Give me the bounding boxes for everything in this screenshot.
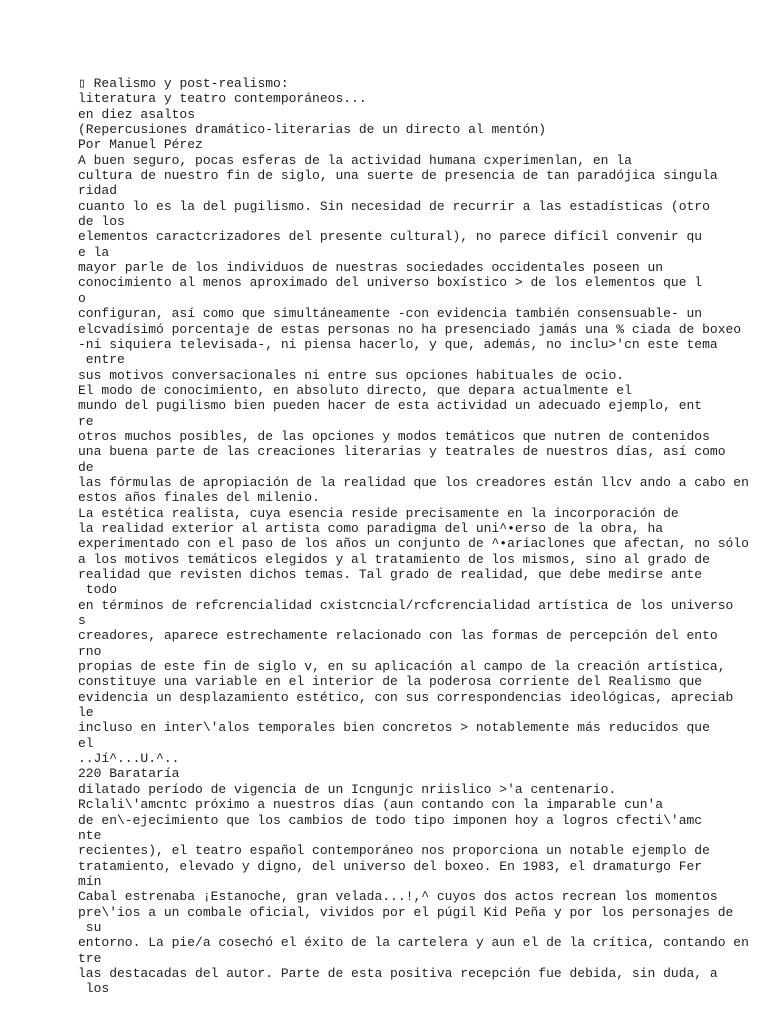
text-line: incluso en inter\'alos temporales bien concretos > notablemente más reducidos que (78, 720, 710, 736)
text-line: mayor parle de los individuos de nuestras sociedades occidentales poseen un (78, 260, 664, 276)
text-line: La estética realista, cuya esencia reside precisamente en la incorporación de (78, 505, 679, 521)
text-line: literatura y teatro contemporáneos... (78, 91, 367, 107)
text-line: las destacadas del autor. Parte de esta positiva recepción fue debida, sin duda, a (78, 965, 718, 981)
text-line: rno (78, 643, 102, 659)
text-line: entorno. La pie/a cosechó el éxito de la cartelera y aun el de la crítica, contando en (78, 935, 749, 951)
text-line: re (78, 413, 94, 429)
text-line: Cabal estrenaba ¡Estanoche, gran velada...!,^ cuyos dos actos recrean los momentos (78, 889, 718, 905)
text-line: todo (78, 582, 118, 598)
text-line: entre (78, 352, 125, 368)
text-line: realidad que revisten dichos temas. Tal grado de realidad, que debe medirse ante (78, 567, 703, 582)
text-line: tre (78, 950, 102, 966)
text-line: la realidad exterior al artista como paradigma del uni^•erso de la obra, ha (78, 520, 664, 536)
text-line: pre\'ios a un combale oficial, vividos por el púgil Kid Peña y por los personajes de (78, 904, 734, 920)
text-line: A buen seguro, pocas esferas de la actividad humana cxperimenlan, en la (78, 152, 632, 168)
text-line: su (78, 919, 102, 935)
document-page (78, 76, 764, 997)
text-line: tratamiento, elevado y digno, del universo del boxeo. En 1983, el dramaturgo Fer (78, 858, 703, 874)
text-line: Rclali\'amcntc próximo a nuestros días (aun contando con la imparable cun'a (78, 797, 664, 813)
text-line: de los (78, 214, 125, 230)
text-line: -ni siquiera televisada-, ni piensa hacerlo, y que, además, no inclu>'cn este tema (78, 336, 718, 352)
text-line: el (78, 735, 94, 751)
text-line: ..Jí^...U.^.. (78, 751, 180, 767)
text-line: elementos caractcrizadores del presente cultural), no parece difícil convenir qu (78, 229, 703, 245)
text-line: (Repercusiones dramático-literarias de un directo al mentón) (78, 122, 547, 138)
text-line: en términos de refcrencialidad cxistcncial/rcfcrencialidad artística de los universo (78, 597, 734, 613)
text-line: propias de este fin de siglo v, en su aplicación al campo de la creación artística, (78, 659, 726, 675)
text-line: e la (78, 244, 110, 260)
text-line: configuran, así como que simultáneamente -con evidencia también consensuable- un (78, 306, 703, 322)
text-line: una buena parte de las creaciones literarias y teatrales de nuestros días, así como (78, 444, 726, 460)
text-line: sus motivos conversacionales ni entre sus opciones habituales de ocio. (78, 367, 625, 383)
text-line: evidencia un desplazamiento estético, con sus correspondencias ideológicas, apreciab (78, 689, 734, 705)
text-line: 220 Barataría (78, 766, 180, 782)
text-line: ridad (78, 183, 118, 199)
text-line: experimentado con el paso de los años un conjunto de ^•ariaclones que afectan, no sólo (78, 536, 749, 552)
text-line: elcvadísimó porcentaje de estas personas no ha presenciado jamás una % ciada de boxeo (78, 321, 742, 337)
text-body (78, 76, 764, 997)
text-line: cuanto lo es la del pugilismo. Sin necesidad de recurrir a las estadísticas (otro (78, 198, 710, 214)
text-line: nte (78, 827, 102, 843)
text-line: Por Manuel Pérez (78, 137, 203, 153)
text-line: cultura de nuestro fin de siglo, una suerte de presencia de tan paradójica singula (78, 168, 718, 184)
text-line: de en\-ejecimiento que los cambios de todo tipo imponen hoy a logros cfecti\'amc (78, 812, 703, 828)
text-line: creadores, aparece estrechamente relacionado con las formas de percepción del ento (78, 628, 718, 644)
text-line: ▯ Realismo y post-realismo: (78, 76, 289, 91)
text-line: constituye una variable en el interior de la poderosa corriente del Realismo que (78, 674, 703, 690)
text-line: s (78, 613, 86, 629)
text-line: a los motivos temáticos elegidos y al tratamiento de los mismos, sino al grado de (78, 551, 710, 567)
text-line: estos años finales del milenio. (78, 490, 320, 506)
text-line: mundo del pugilismo bien pueden hacer de esta actividad un adecuado ejemplo, ent (78, 398, 703, 414)
text-line: recientes), el teatro español contemporáneo nos proporciona un notable ejemplo de (78, 843, 710, 859)
text-line: en diez asaltos (78, 106, 196, 122)
text-line: de (78, 459, 94, 475)
text-line: dilatado período de vigencia de un Icngunjc nriislico >'a centenario. (78, 781, 617, 797)
text-line: las fórmulas de apropiación de la realidad que los creadores están llcv ando a cabo en (78, 474, 749, 490)
text-line: mín (78, 873, 102, 889)
text-line: le (78, 705, 94, 721)
text-line: o (78, 290, 86, 306)
text-line: otros muchos posibles, de las opciones y modos temáticos que nutren de contenidos (78, 428, 710, 444)
text-line: conocimiento al menos aproximado del universo boxístico > de los elementos que l (78, 275, 703, 291)
text-line: los (78, 981, 110, 997)
text-line: El modo de conocimiento, en absoluto directo, que depara actualmente el (78, 382, 632, 398)
